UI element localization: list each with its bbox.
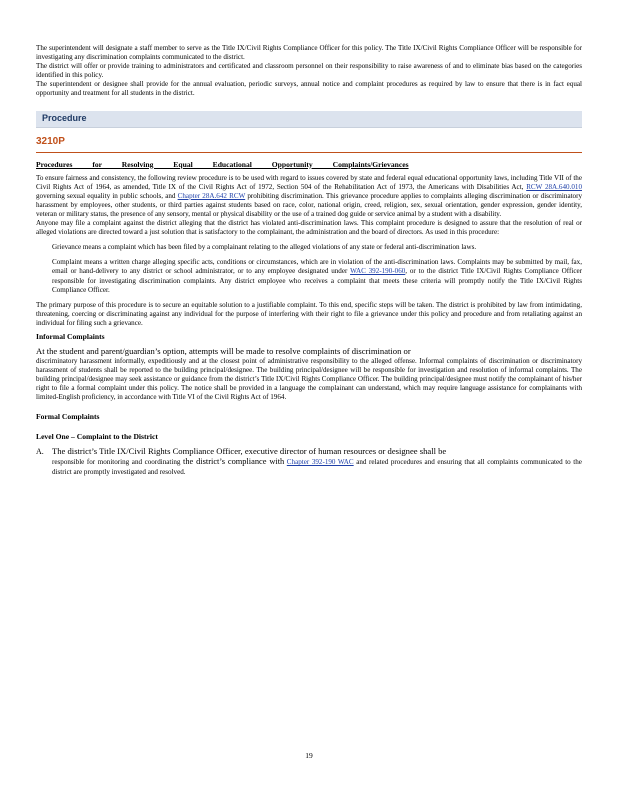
bullet-complaint-part-a: Complaint means a written charge alleging specific acts, conditions or circumstances, which are in violation of the anti-discrimination laws. Complaints may be submitted by mail, fax, email or hand-delivery to any district or school administrator, or to any employee designated under bbox=[52, 258, 582, 276]
body-p1-part-b: governing sexual equality in public schools, and bbox=[36, 191, 176, 200]
body-p1-part-c: prohibiting discrimination. This grievance procedure applies to complaints alleging discrimination or discriminatory harassment by employees, other students, or third parties against students based on race, color, national origin, creed, religion, sex, sexual orientation, gender expression, gender identity, veteran or military status, the presence of any sensory, mental or physical disability or the use of a trained dog guide or service animal by a student with a disability. bbox=[36, 191, 583, 218]
intro-paragraph-3: The superintendent or designee shall provide for the annual evaluation, periodic surveys, annual notice and complaint procedures as required by law to ensure that there is in fact equal opportunity and treatment for all students in the district. bbox=[36, 80, 582, 98]
informal-lead: At the student and parent/guardian’s option, attempts will be made to resolve complaints of discrimination or bbox=[36, 345, 411, 356]
item-a-lead: The district’s Title IX/Civil Rights Compliance Officer, executive director of human resources or designee shall be bbox=[52, 446, 447, 457]
page-number: 19 bbox=[305, 751, 313, 760]
level-one-item-a bbox=[36, 446, 582, 476]
bullet-marker bbox=[36, 243, 52, 252]
bullet-grievance bbox=[36, 243, 582, 252]
procedure-heading: Procedure bbox=[42, 112, 87, 123]
intro-paragraph-1: The superintendent will designate a staff member to serve as the Title IX/Civil Rights Compliance Officer for this policy. The Title IX/Civil Rights Compliance Officer will be responsible for investigating any discrimination complaints communicated to the district. bbox=[36, 44, 582, 62]
bullet-complaint bbox=[36, 258, 582, 294]
body-paragraph-2: Anyone may file a complaint against the district alleging that the district has violated anti-discrimination laws. This complaint procedure is designed to assure that the resolution of real or alleged violations are directed toward a just solution that is satisfactory to the complainant, the administration and the board of directors. As used in this procedure: bbox=[36, 219, 582, 237]
intro-paragraph-2: The district will offer or provide training to administrators and certificated and classroom personnel on their responsibility to raise awareness of and to eliminate bias based on the categories identified in this policy. bbox=[36, 62, 582, 80]
chapter-28a-642-rcw-link[interactable]: Chapter 28A.642 RCW bbox=[177, 191, 246, 200]
item-a-text-1: responsible for monitoring and coordinating bbox=[52, 458, 181, 467]
body-paragraph-1 bbox=[36, 174, 582, 219]
item-a-text-2: and related procedures and ensuring that all complaints communicated to the district are promptly investigated and resolved. bbox=[52, 458, 582, 476]
level-one-title: Level One – Complaint to the District bbox=[36, 432, 158, 442]
formal-complaints-title: Formal Complaints bbox=[36, 412, 100, 422]
document-page bbox=[36, 44, 582, 477]
rcw-28a-640-010-link[interactable]: RCW 28A.640.010 bbox=[526, 182, 582, 191]
chapter-392-190-wac-link[interactable]: Chapter 392-190 WAC bbox=[286, 458, 354, 467]
item-a-marker: A. bbox=[36, 447, 44, 457]
bullet-complaint-part-b: , or to the district Title IX/Civil Rights Compliance Officer responsible for investigating discrimination complaints. Any district employee who receives a complaint that meets these criteria will promptly notify the Title IX/Civil Rights Compliance Officer. bbox=[52, 267, 582, 294]
bullet-complaint-text bbox=[52, 258, 582, 294]
wac-392-190-060-link[interactable]: WAC 392-190-060 bbox=[350, 267, 406, 276]
bullet-grievance-text: Grievance means a complaint which has been filed by a complainant relating to the alleged violations of any state or federal anti-discrimination laws. bbox=[52, 243, 477, 252]
body-paragraph-3: The primary purpose of this procedure is to secure an equitable solution to a justifiable complaint. To this end, specific steps will be taken. The district is prohibited by law from intimidating, threatening, coercing or discriminating against any individual for the purpose of interfering with their right to file a grievance under this policy and procedure and from retaliating against an individual for filing such a grievance. bbox=[36, 300, 582, 327]
body-p1-part-a: To ensure fairness and consistency, the following review procedure is to be used with regard to issues covered by state and federal equal educational opportunity laws, including Title VII of the Civil Rights Act of 1964, as amended, Title IX of the Civil Rights Act of 1972, Section 504 of the Rehabilitation Act of 1973, the Americans with Disabilities Act, bbox=[36, 173, 582, 191]
informal-complaints-title: Informal Complaints bbox=[36, 331, 105, 341]
bullet-marker bbox=[36, 258, 52, 294]
item-a-text bbox=[52, 457, 582, 476]
procedure-heading-bar bbox=[36, 111, 582, 128]
section-title: Procedures for Resolving Equal Educational Opportunity Complaints/Grievances bbox=[36, 159, 409, 169]
procedure-code: 3210P bbox=[36, 136, 582, 153]
informal-text: discriminatory harassment informally, expeditiously and at the closest point of administrative responsibility to the alleged offense. Informal complaints of discrimination or discriminatory harassment of students shall be reported to the building principal/designee. The building principal/designee will be responsible for investigation and resolution of informal complaints. The building principal/designee may seek assistance or guidance from the district’s Title IX/Civil Rights Compliance Officer. The building principal/designee must notify the complainant of his/her right to file a formal complaint under this policy. The notice shall be provided in a language the complainant can understand, which may require language assistance for complainants with limited-English proficiency, in accordance with Title VI of the Civil Rights Act of 1964. bbox=[36, 356, 582, 402]
item-a-emphasis: the district’s compliance with bbox=[183, 457, 285, 467]
